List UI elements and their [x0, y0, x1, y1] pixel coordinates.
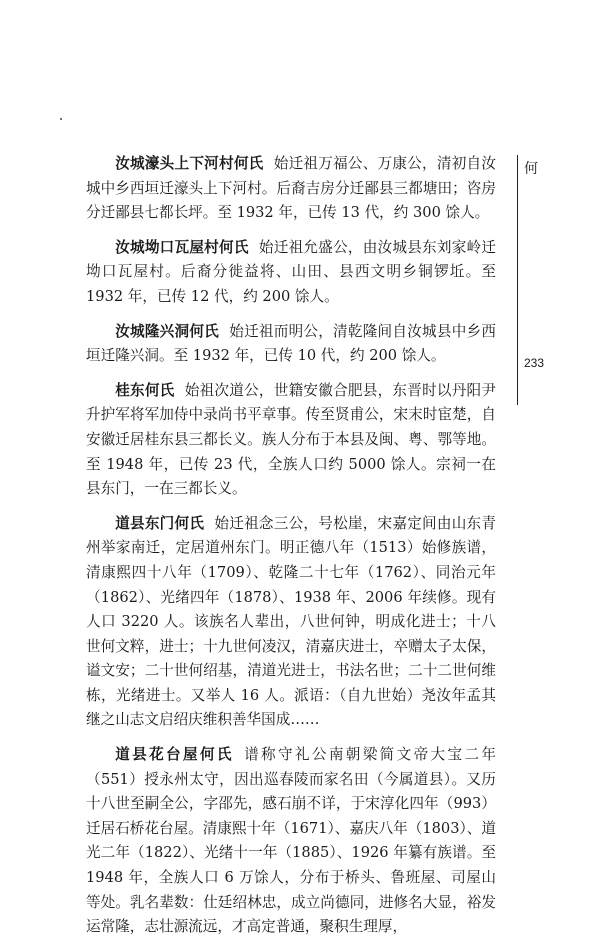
side-section-char: 何	[524, 161, 538, 177]
clan-name: 汝城坳口瓦屋村何氏	[115, 238, 249, 256]
clan-name: 道县花台屋何氏	[115, 746, 234, 764]
page-mark-dot	[60, 118, 62, 120]
entry-paragraph	[86, 512, 496, 733]
entry-text: 始迁祖念三公，号松崖，宋嘉定间由山东青州举家南迁，定居道州东门。明正德八年（1513）始修族谱，清康熙四十八年（1709）、乾隆二十七年（1762）、同治元年（1862）、光绪四年（1878）、1938 年、2006 年续修。现有人口 3220 人。该族名人辈出，八世何钟，明成化进士；十八世何文粹，进士；十九世何凌汉，清嘉庆进士，卒赠太子太保，谥文安；二十世何绍基，清道光进士，书法名世；二十二世何维栋，光绪进士。又举人 16 人。派语：（自九世始）尧汝年孟其继之山志文启绍庆维积善华国成……	[86, 514, 496, 729]
clan-name: 道县东门何氏	[115, 514, 205, 532]
clan-name: 桂东何氏	[115, 381, 175, 399]
page-content	[86, 152, 496, 940]
entry-text: 谱称守礼公南朝梁简文帝大宝二年（551）授永州太守，因出巡春陵而家名田（今属道县）。又历十八世至嗣全公，字邵先，感石崩不详，于宋淳化四年（993）迁居石桥花台屋。清康熙十年（1671）、嘉庆八年（1803）、道光二年（1822）、光绪十一年（1885）、1926 年纂有族谱。至 1948 年，全族人口 6 万馀人，分布于桥头、鲁班屋、司屋山等处。乳名辈数：仕廷绍林忠，成立尚德同，进修名大显，裕发运常隆，志壮源流远，才高定普通，聚积生理厚，	[86, 746, 496, 936]
entry-text: 始迁祖而明公，清乾隆间自汝城县中乡西垣迁隆兴洞。至 1932 年，已传 10 代，约 200 馀人。	[86, 322, 496, 365]
clan-name: 汝城隆兴洞何氏	[115, 322, 220, 340]
entry-text: 始祖次道公，世籍安徽合肥县，东晋时以丹阳尹升护军将军加侍中录尚书平章事。传至贤甫公，宋末时宦楚，自安徽迁居桂东县三都长义。族人分布于本县及闽、粤、鄂等地。至 1948 年，已传 23 代，全族人口约 5000 馀人。宗祠一在县东门，一在三都长义。	[86, 381, 496, 498]
entry-text: 始迁祖万福公、万康公，清初自汝城中乡西垣迁濠头上下河村。后裔吉房分迁鄙县三都塘田；咨房分迁鄙县七都长坪。至 1932 年，已传 13 代，约 300 馀人。	[86, 155, 496, 222]
page-number: 233	[524, 356, 545, 370]
entry-paragraph	[86, 152, 496, 226]
entry-paragraph	[86, 379, 496, 502]
entry-paragraph	[86, 320, 496, 369]
entry-paragraph	[86, 236, 496, 310]
clan-name: 汝城濠头上下河村何氏	[115, 155, 264, 172]
entry-text: 始迁祖允盛公，由汝城县东刘家岭迁坳口瓦屋村。后裔分徙益将、山田、县西文明乡铜锣坵。至 1932 年，已传 12 代，约 200 馀人。	[86, 238, 496, 305]
side-divider	[517, 155, 518, 405]
entry-paragraph	[86, 743, 496, 940]
